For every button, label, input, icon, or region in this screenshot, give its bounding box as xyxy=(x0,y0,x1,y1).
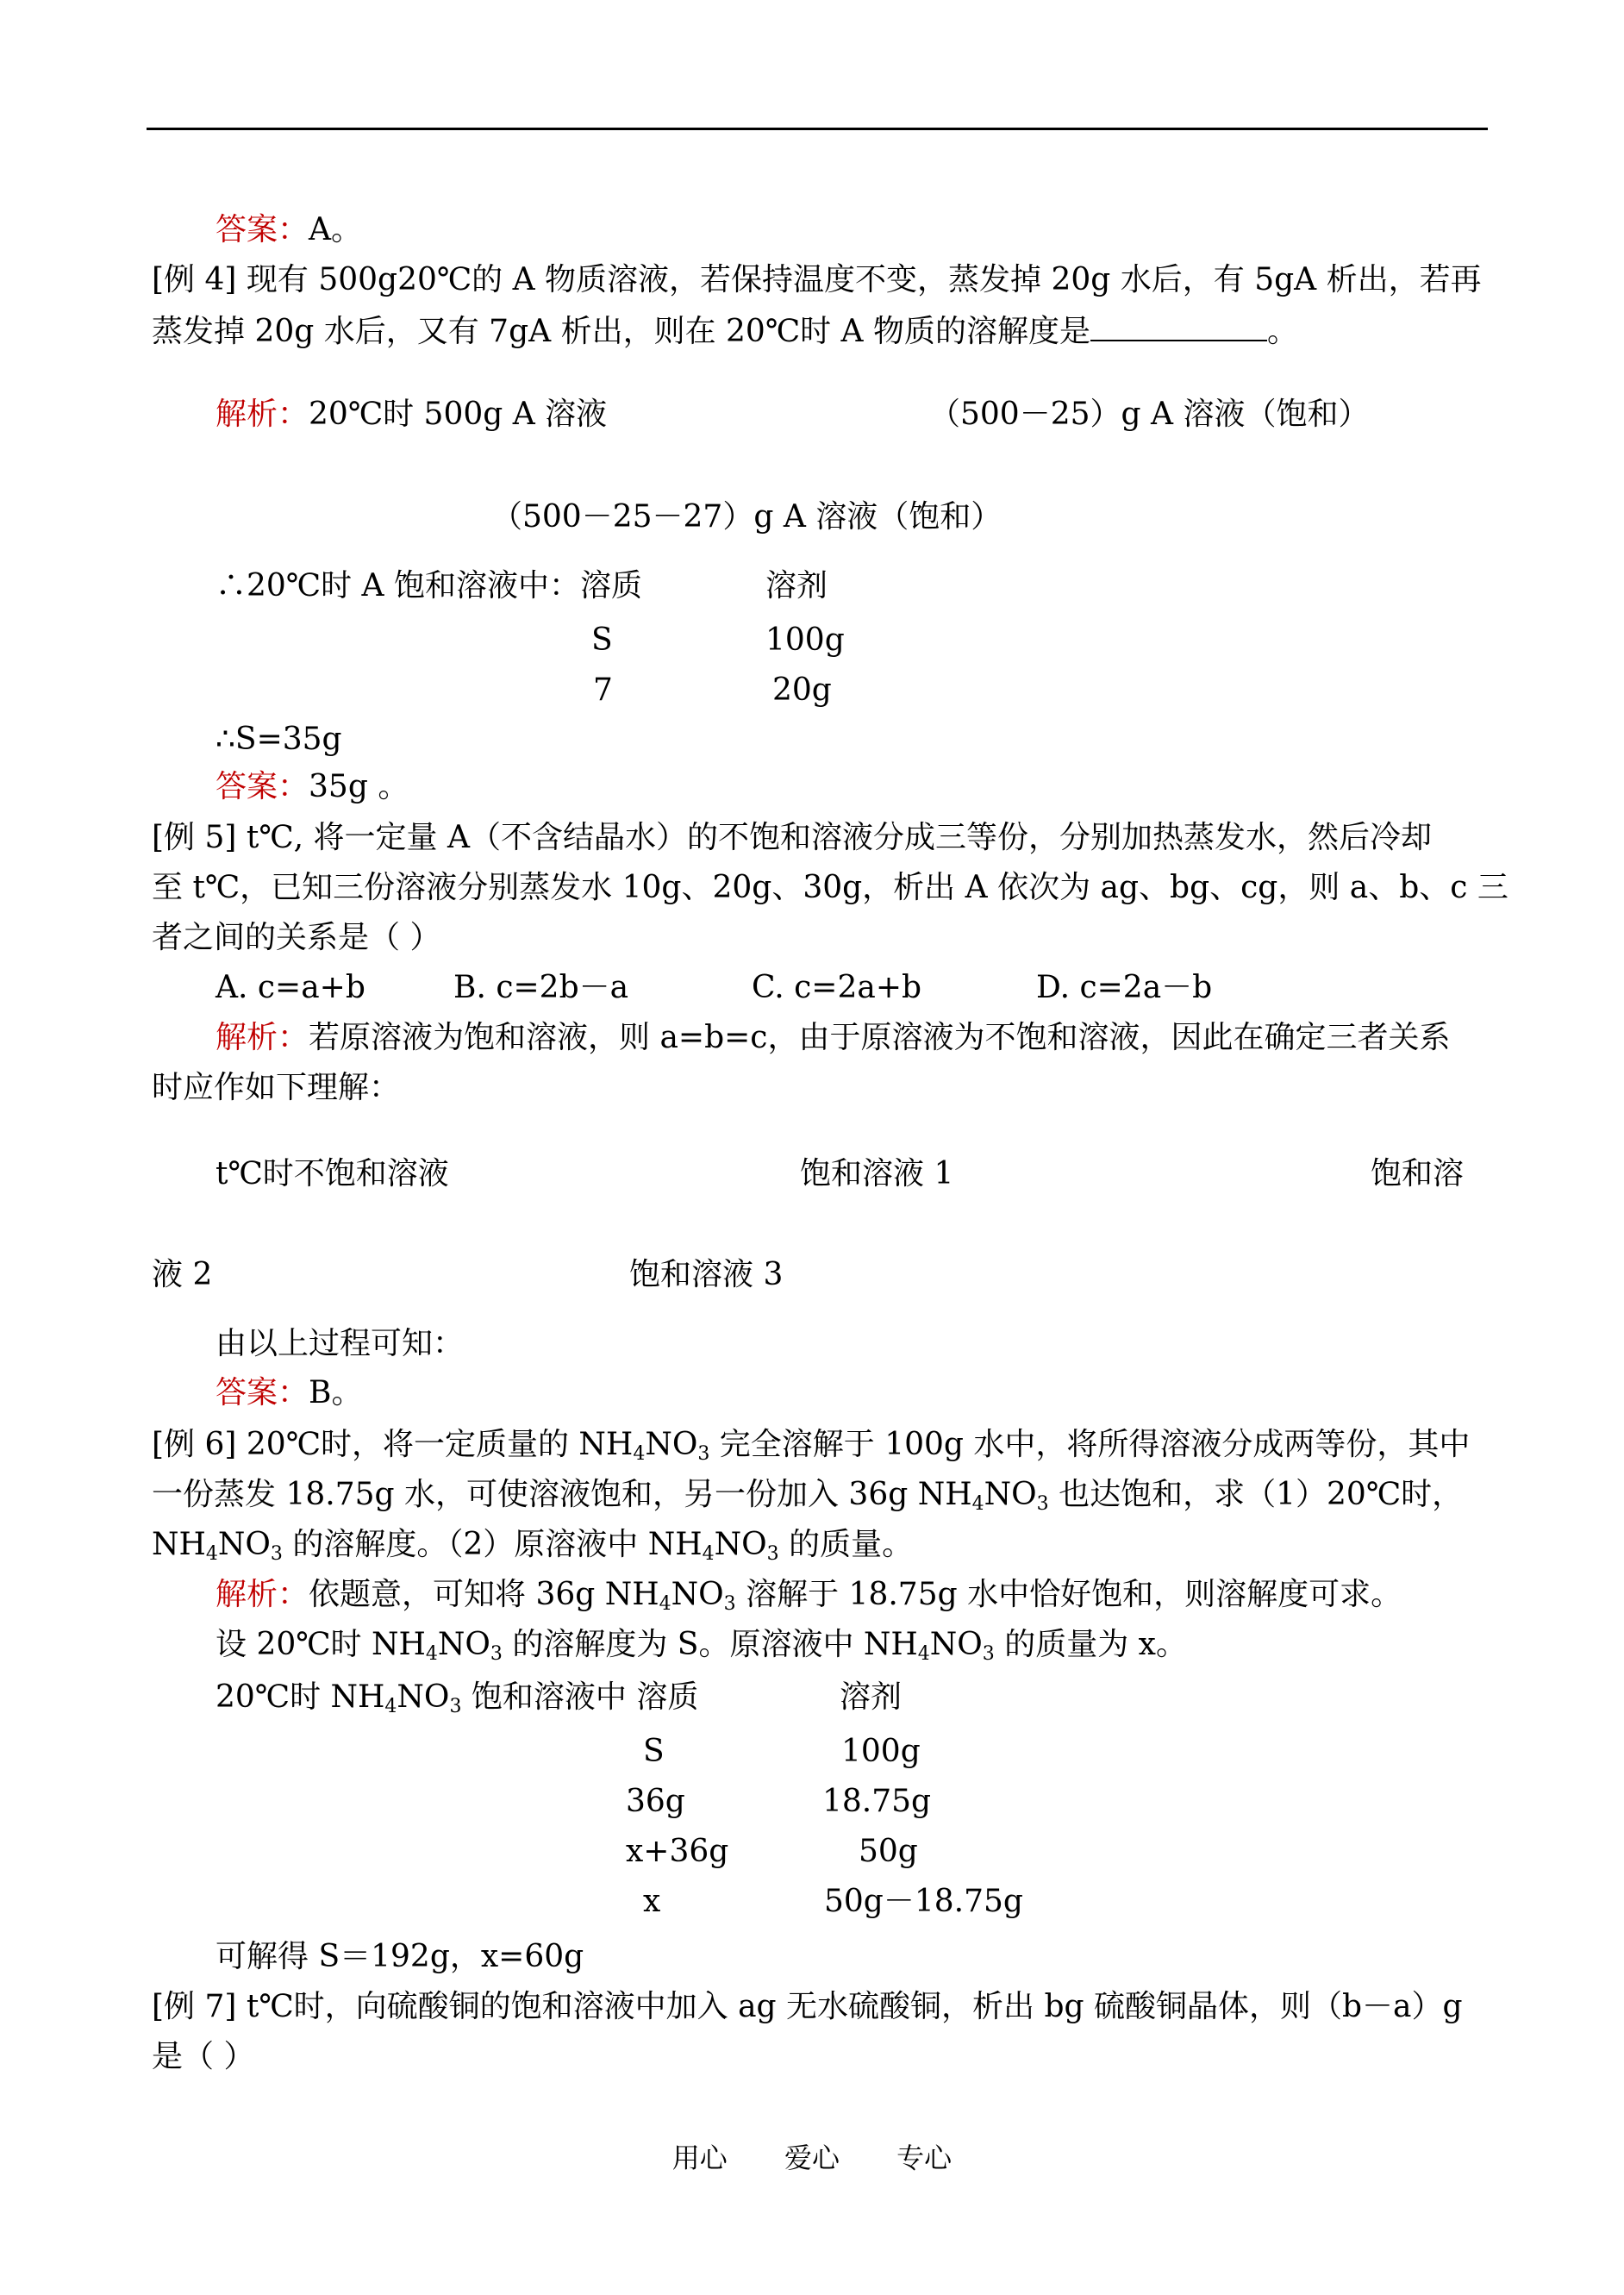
analysis-label: 解析： xyxy=(215,1020,309,1055)
ex6-analysis: 解析：依题意，可知将 36g $NH_4NO_3$ 溶解于 18.75g 水中恰好饱和，则溶解度可求。 xyxy=(215,1577,1402,1615)
ex4-therefore1: ∴20℃时 A 饱和溶液中：溶质 xyxy=(215,568,642,603)
answer-blank xyxy=(1090,310,1267,341)
header-rule xyxy=(147,128,1488,130)
ex6-line1: [例 6] 20℃时，将一定质量的 $NH_4NO_3$ 完全溶解于 100g 水中，将所得溶液分成两等份，其中 xyxy=(152,1427,1471,1465)
ex6-r1a: S xyxy=(643,1734,665,1769)
flow-step-2: 饱和溶液 1 xyxy=(800,1156,954,1191)
answer-label: 答案： xyxy=(215,212,309,247)
ex4-step2: （500－25－27）g A 溶液（饱和） xyxy=(491,499,1003,535)
ex6-r4b: 50g－18.75g xyxy=(824,1884,1023,1919)
analysis-label: 解析： xyxy=(215,397,309,432)
ex6-solvent-head: 溶剂 xyxy=(840,1679,903,1715)
ex6-set: 设 20℃时 $NH_4NO_3$ 的溶解度为 S。原溶液中 $NH_4NO_3$ 的质量为 x。 xyxy=(215,1627,1187,1665)
ex4-line2-text: 蒸发掉 20g 水后，又有 7gA 析出，则在 20℃时 A 物质的溶解度是 xyxy=(152,314,1090,349)
flow-step-3: 饱和溶 xyxy=(1371,1156,1465,1191)
ex4-line1: [例 4] 现有 500g20℃的 A 物质溶液，若保持温度不变，蒸发掉 20g 水后，有 5gA 析出，若再 xyxy=(152,262,1482,297)
ex7-line1: [例 7] t℃时，向硫酸铜的饱和溶液中加入 ag 无水硫酸铜，析出 bg 硫酸铜晶体，则（b－a）g xyxy=(152,1989,1463,2024)
ex6-r2b: 18.75g xyxy=(822,1784,932,1819)
ex4-line2 xyxy=(152,310,1298,353)
ex6-result: 可解得 S＝192g，x=60g xyxy=(215,1939,584,1974)
answer-text: A。 xyxy=(309,212,363,247)
ex6-r4a: x xyxy=(643,1884,661,1919)
ex6-line2: 一份蒸发 18.75g 水，可使溶液饱和，另一份加入 36g $NH_4NO_3$ 也达饱和，求（1）20℃时， xyxy=(152,1477,1464,1515)
ex4-analysis xyxy=(215,394,607,435)
option-a: A. c=a+b xyxy=(215,970,365,1005)
option-d: D. c=2a－b xyxy=(1036,970,1213,1005)
ex4-s-label: S xyxy=(591,622,613,658)
ex4-line2-end: 。 xyxy=(1266,314,1298,349)
ex4-solvent-head: 溶剂 xyxy=(765,568,828,603)
ex6-line3: $NH_4NO_3$ 的溶解度。（2）原溶液中 $NH_4NO_3$ 的质量。 xyxy=(152,1527,914,1565)
ex4-answer xyxy=(215,766,409,808)
answer-text: 35g 。 xyxy=(309,769,409,804)
ex4-therefore2: ∴S=35g xyxy=(215,722,342,757)
ex7-line2: 是（ ） xyxy=(152,2039,255,2074)
ex5-answer xyxy=(215,1373,362,1414)
footer-item: 专心 xyxy=(896,2142,953,2174)
ex6-r2a: 36g xyxy=(626,1784,685,1819)
analysis-text: 20℃时 500g A 溶液 xyxy=(309,397,608,432)
ex6-r1b: 100g xyxy=(841,1734,921,1769)
footer-item: 爱心 xyxy=(784,2142,840,2174)
ex5-line1: [例 5] t℃, 将一定量 A（不含结晶水）的不饱和溶液分成三等份，分别加热蒸发水，然后冷却 xyxy=(152,820,1432,855)
ex4-twenty: 20g xyxy=(772,672,832,708)
analysis-text: 若原溶液为饱和溶液，则 a=b=c，由于原溶液为不饱和溶液，因此在确定三者关系 xyxy=(309,1020,1451,1055)
page-footer xyxy=(0,2136,1624,2176)
ex6-r3a: x+36g xyxy=(626,1834,729,1869)
ex4-seven: 7 xyxy=(593,672,613,708)
answer-label: 答案： xyxy=(215,769,309,804)
analysis-label: 解析： xyxy=(215,1577,309,1612)
flow-step-5: 饱和溶液 3 xyxy=(629,1257,784,1292)
ex6-r3b: 50g xyxy=(859,1834,918,1869)
flow-step-1: t℃时不饱和溶液 xyxy=(215,1156,449,1191)
answer-label: 答案： xyxy=(215,1375,309,1410)
footer-item: 用心 xyxy=(671,2142,728,2174)
ex4-step1: （500－25）g A 溶液（饱和） xyxy=(929,397,1370,432)
ex5-line3: 者之间的关系是（ ） xyxy=(152,920,441,955)
answer-line xyxy=(215,209,362,251)
ex4-s-val: 100g xyxy=(765,622,845,658)
option-b: B. c=2b－a xyxy=(453,970,629,1005)
ex5-analysis xyxy=(215,1017,1450,1059)
ex5-conclusion: 由以上过程可知： xyxy=(215,1326,465,1361)
ex5-line2: 至 t℃，已知三份溶液分别蒸发水 10g、20g、30g，析出 A 依次为 ag、bg、cg，则 a、b、c 三 xyxy=(152,870,1508,905)
answer-text: B。 xyxy=(309,1375,363,1410)
flow-step-4: 液 2 xyxy=(152,1257,213,1292)
ex5-analysis-line2: 时应作如下理解： xyxy=(152,1070,401,1105)
ex6-table-head: 20℃时 $NH_4NO_3$ 饱和溶液中 溶质 xyxy=(215,1679,699,1717)
option-c: C. c=2a+b xyxy=(752,970,922,1005)
